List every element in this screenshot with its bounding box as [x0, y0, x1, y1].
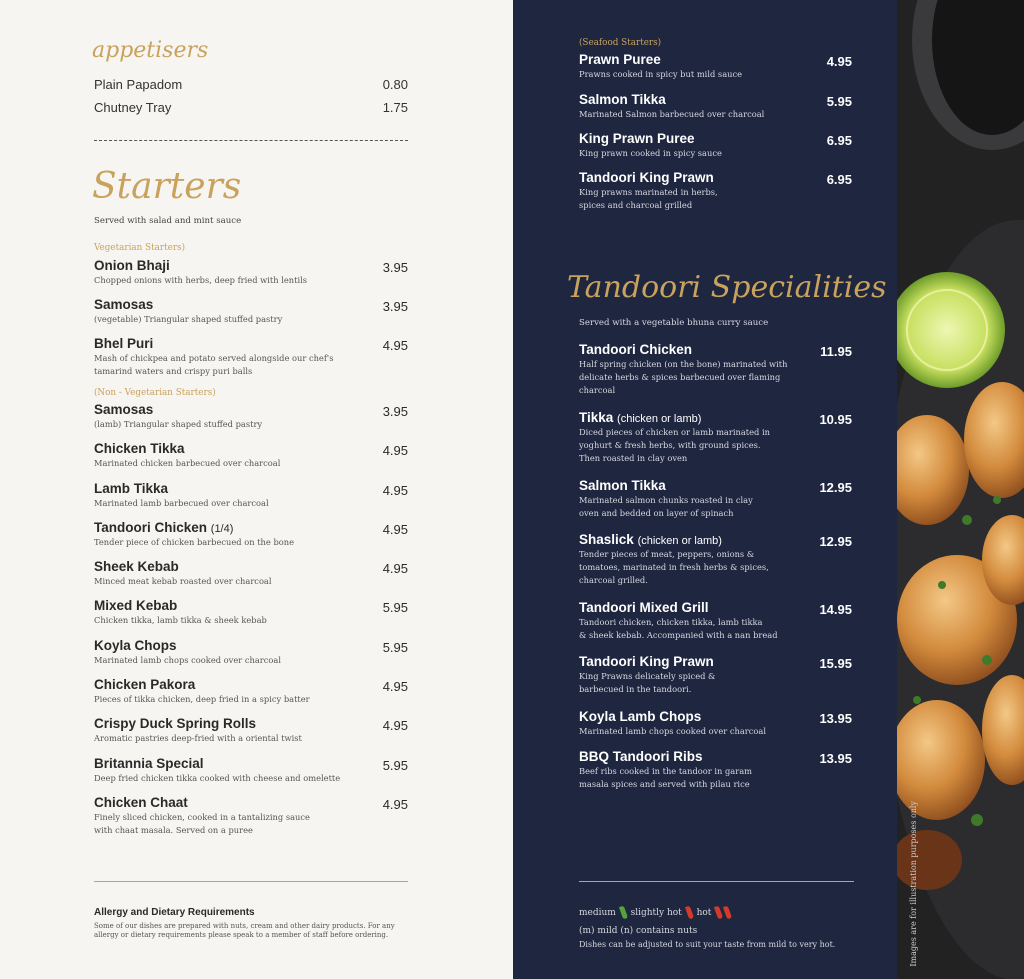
menu-item-name — [94, 297, 153, 312]
menu-item-name — [579, 709, 701, 724]
chili-icon — [714, 906, 723, 920]
menu-item-price: 3.95 — [382, 260, 408, 275]
menu-item-title: Koyla Lamb Chops — [579, 709, 702, 724]
menu-item-name — [579, 170, 714, 185]
menu-item-name — [94, 559, 179, 574]
menu-item-title: Tandoori King Prawn — [579, 170, 714, 185]
menu-item-description: yoghurt & fresh herbs, with ground spices. — [579, 440, 761, 450]
tandoori-subtitle: Served with a vegetable bhuna curry sauce — [579, 318, 769, 328]
food-photo — [897, 0, 1024, 979]
menu-item-name — [94, 756, 204, 771]
menu-item-name — [579, 92, 666, 107]
menu-item-title: Onion Bhaji — [94, 258, 170, 273]
menu-item-description: Tender pieces of meat, peppers, onions & — [579, 549, 755, 559]
veg-starters-tag: Vegetarian Starters) — [94, 243, 185, 253]
allergy-title: Allergy and Dietary Requirements — [94, 907, 255, 918]
menu-item-price: 4.95 — [382, 522, 408, 537]
menu-item-title: Shaslick — [579, 532, 634, 547]
menu-item-name — [94, 258, 170, 273]
menu-item-price: 12.95 — [819, 480, 852, 495]
menu-item-title: Crispy Duck Spring Rolls — [94, 716, 257, 731]
menu-item-description: Diced pieces of chicken or lamb marinated in — [579, 427, 770, 437]
appetiser-name: Plain Papadom — [94, 77, 183, 92]
menu-item-name — [94, 716, 256, 731]
tandoori-title: Tandoori Specialities — [567, 270, 887, 305]
menu-item-name — [579, 532, 722, 547]
menu-item-name — [579, 600, 709, 615]
menu-item-name — [579, 410, 701, 425]
menu-item-name — [579, 342, 692, 357]
menu-item-title: Salmon Tikka — [579, 92, 666, 107]
menu-item-title: Prawn Puree — [579, 52, 661, 67]
menu-item-description: (vegetable) Triangular shaped stuffed pastry — [94, 314, 283, 324]
legend-slightly-hot: slightly hot — [630, 908, 682, 918]
menu-item-description: King prawn cooked in spicy sauce — [579, 148, 722, 158]
menu-item-name — [94, 598, 177, 613]
menu-item-price: 11.95 — [820, 344, 852, 359]
menu-item-title: BBQ Tandoori Ribs — [579, 749, 703, 764]
chili-icon — [685, 906, 694, 920]
menu-item-title: Tandoori Chicken — [94, 520, 208, 535]
legend-medium: medium — [579, 908, 616, 918]
menu-item-description: charcoal — [579, 385, 616, 395]
menu-item-price: 4.95 — [826, 54, 852, 69]
menu-item-title: Britannia Special — [94, 756, 204, 771]
menu-item-description: masala spices and served with pilau rice — [579, 779, 750, 789]
menu-item-description: oven and bedded on layer of spinach — [579, 508, 734, 518]
menu-item-name — [579, 654, 714, 669]
menu-item-description: Tender piece of chicken barbecued on the bone — [94, 537, 295, 547]
menu-item-description: Marinated salmon chunks roasted in clay — [579, 495, 753, 505]
allergy-text-1: Some of our dishes are prepared with nuts, cream and other dairy products. For any — [94, 922, 395, 930]
legend-adjust: Dishes can be adjusted to suit your taste from mild to very hot. — [579, 940, 836, 949]
menu-item-price: 4.95 — [382, 338, 408, 353]
menu-item-description: Chopped onions with herbs, deep fried with lentils — [94, 275, 308, 285]
starters-subtitle: Served with salad and mint sauce — [94, 216, 242, 226]
menu-item-name — [94, 520, 233, 535]
menu-item-title: Tandoori King Prawn — [579, 654, 714, 669]
menu-item-description: Marinated chicken barbecued over charcoal — [94, 458, 281, 468]
menu-item-description: Deep fried chicken tikka cooked with cheese and omelette — [94, 773, 341, 783]
menu-item-name — [94, 481, 168, 496]
menu-item-name — [579, 478, 666, 493]
menu-item-title: Sheek Kebab — [94, 559, 179, 574]
menu-item-title: Mixed Kebab — [94, 598, 178, 613]
menu-item-description: Then roasted in clay oven — [579, 453, 688, 463]
menu-item-name — [94, 441, 185, 456]
menu-item-title: Tikka — [579, 410, 614, 425]
menu-item-description: Beef ribs cooked in the tandoor in garam — [579, 766, 753, 776]
menu-item-title: Lamb Tikka — [94, 481, 169, 496]
menu-item-title: Koyla Chops — [94, 638, 177, 653]
menu-item-description: Chicken tikka, lamb tikka & sheek kebab — [94, 615, 267, 625]
menu-item-price: 14.95 — [819, 602, 852, 617]
menu-item-price: 4.95 — [382, 797, 408, 812]
menu-item-description: with chaat masala. Served on a puree — [94, 825, 253, 835]
menu-item-description: tamarind waters and crispy puri balls — [94, 366, 253, 376]
menu-item-price: 3.95 — [382, 404, 408, 419]
menu-item-description: Marinated lamb chops cooked over charcoal — [94, 655, 282, 665]
menu-item-name — [94, 677, 195, 692]
menu-item-note: (1/4) — [210, 523, 234, 535]
menu-item-description: tomatoes, marinated in fresh herbs & spices, — [579, 562, 769, 572]
menu-item-description: delicate herbs & spices barbecued over flaming — [579, 372, 781, 382]
menu-item-description: Tandoori chicken, chicken tikka, lamb tikka — [579, 617, 763, 627]
menu-item-title: Chicken Chaat — [94, 795, 188, 810]
legend-hot: hot — [696, 908, 712, 918]
menu-item-description: King prawns marinated in herbs, — [579, 187, 718, 197]
menu-item-price: 5.95 — [382, 640, 408, 655]
chili-icon — [723, 906, 732, 920]
menu-item-note: (chicken or lamb) — [617, 413, 702, 425]
menu-item-description: Marinated Salmon barbecued over charcoal — [579, 109, 765, 119]
menu-item-price: 10.95 — [819, 412, 852, 427]
menu-item-name — [94, 402, 153, 417]
right-menu-page — [513, 0, 897, 979]
menu-item-title: Chicken Pakora — [94, 677, 196, 692]
divider — [94, 881, 408, 882]
menu-item-description: Marinated lamb barbecued over charcoal — [94, 498, 269, 508]
seafood-starters-tag: (Seafood Starters) — [579, 38, 662, 48]
menu-item-name — [579, 52, 661, 67]
menu-item-title: Samosas — [94, 297, 154, 312]
spice-legend — [579, 906, 732, 919]
menu-item-name — [94, 336, 153, 351]
menu-item-description: spices and charcoal grilled — [579, 200, 693, 210]
allergy-text-2: allergy or dietary requirements please speak to a member of staff before ordering. — [94, 931, 389, 939]
photo-caption: Images are for illustration purposes only — [909, 801, 918, 967]
menu-item-title: Tandoori Mixed Grill — [579, 600, 709, 615]
menu-item-title: Salmon Tikka — [579, 478, 666, 493]
chili-icon — [619, 906, 628, 920]
menu-item-price: 6.95 — [826, 172, 852, 187]
appetiser-name: Chutney Tray — [94, 100, 172, 115]
menu-item-name — [579, 749, 703, 764]
divider — [94, 140, 408, 141]
menu-item-description: charcoal grilled. — [579, 575, 648, 585]
menu-item-description: King Prawns delicately spiced & — [579, 671, 716, 681]
divider — [579, 881, 854, 882]
appetisers-title: appetisers — [92, 38, 209, 63]
menu-item-price: 4.95 — [382, 679, 408, 694]
menu-item-description: Marinated lamb chops cooked over charcoal — [579, 726, 767, 736]
nonveg-starters-tag: (Non - Vegetarian Starters) — [94, 388, 216, 398]
starters-title: Starters — [92, 166, 242, 207]
menu-item-description: Finely sliced chicken, cooked in a tantalizing sauce — [94, 812, 310, 822]
menu-item-title: Tandoori Chicken — [579, 342, 693, 357]
menu-item-price: 5.95 — [826, 94, 852, 109]
legend-mild-nuts: (m) mild (n) contains nuts — [579, 926, 698, 936]
menu-item-title: King Prawn Puree — [579, 131, 695, 146]
menu-item-description: Minced meat kebab roasted over charcoal — [94, 576, 272, 586]
menu-item-price: 4.95 — [382, 718, 408, 733]
menu-item-title: Samosas — [94, 402, 154, 417]
menu-item-price: 5.95 — [382, 600, 408, 615]
menu-item-name — [94, 638, 177, 653]
menu-item-price: 15.95 — [819, 656, 852, 671]
menu-item-description: (lamb) Triangular shaped stuffed pastry — [94, 419, 263, 429]
menu-item-description: & sheek kebab. Accompanied with a nan bread — [579, 630, 778, 640]
menu-item-price: 13.95 — [819, 711, 852, 726]
menu-item-price: 12.95 — [819, 534, 852, 549]
menu-item-description: Prawns cooked in spicy but mild sauce — [579, 69, 743, 79]
menu-item-description: Mash of chickpea and potato served alongside our chef's — [94, 353, 334, 363]
menu-item-name — [94, 795, 188, 810]
menu-item-title: Chicken Tikka — [94, 441, 185, 456]
menu-item-description: barbecued in the tandoori. — [579, 684, 692, 694]
menu-item-description: Aromatic pastries deep-fried with a oriental twist — [94, 733, 302, 743]
menu-item-price: 4.95 — [382, 483, 408, 498]
menu-item-price: 5.95 — [382, 758, 408, 773]
menu-item-price: 4.95 — [382, 443, 408, 458]
appetiser-price: 1.75 — [382, 100, 408, 115]
menu-item-description: Pieces of tikka chicken, deep fried in a spicy batter — [94, 694, 310, 704]
menu-item-price: 6.95 — [826, 133, 852, 148]
menu-item-note: (chicken or lamb) — [637, 535, 722, 547]
menu-item-name — [579, 131, 695, 146]
menu-item-price: 3.95 — [382, 299, 408, 314]
appetiser-price: 0.80 — [382, 77, 408, 92]
menu-item-title: Bhel Puri — [94, 336, 154, 351]
menu-item-description: Half spring chicken (on the bone) marinated with — [579, 359, 788, 369]
menu-item-price: 13.95 — [819, 751, 852, 766]
menu-item-price: 4.95 — [382, 561, 408, 576]
